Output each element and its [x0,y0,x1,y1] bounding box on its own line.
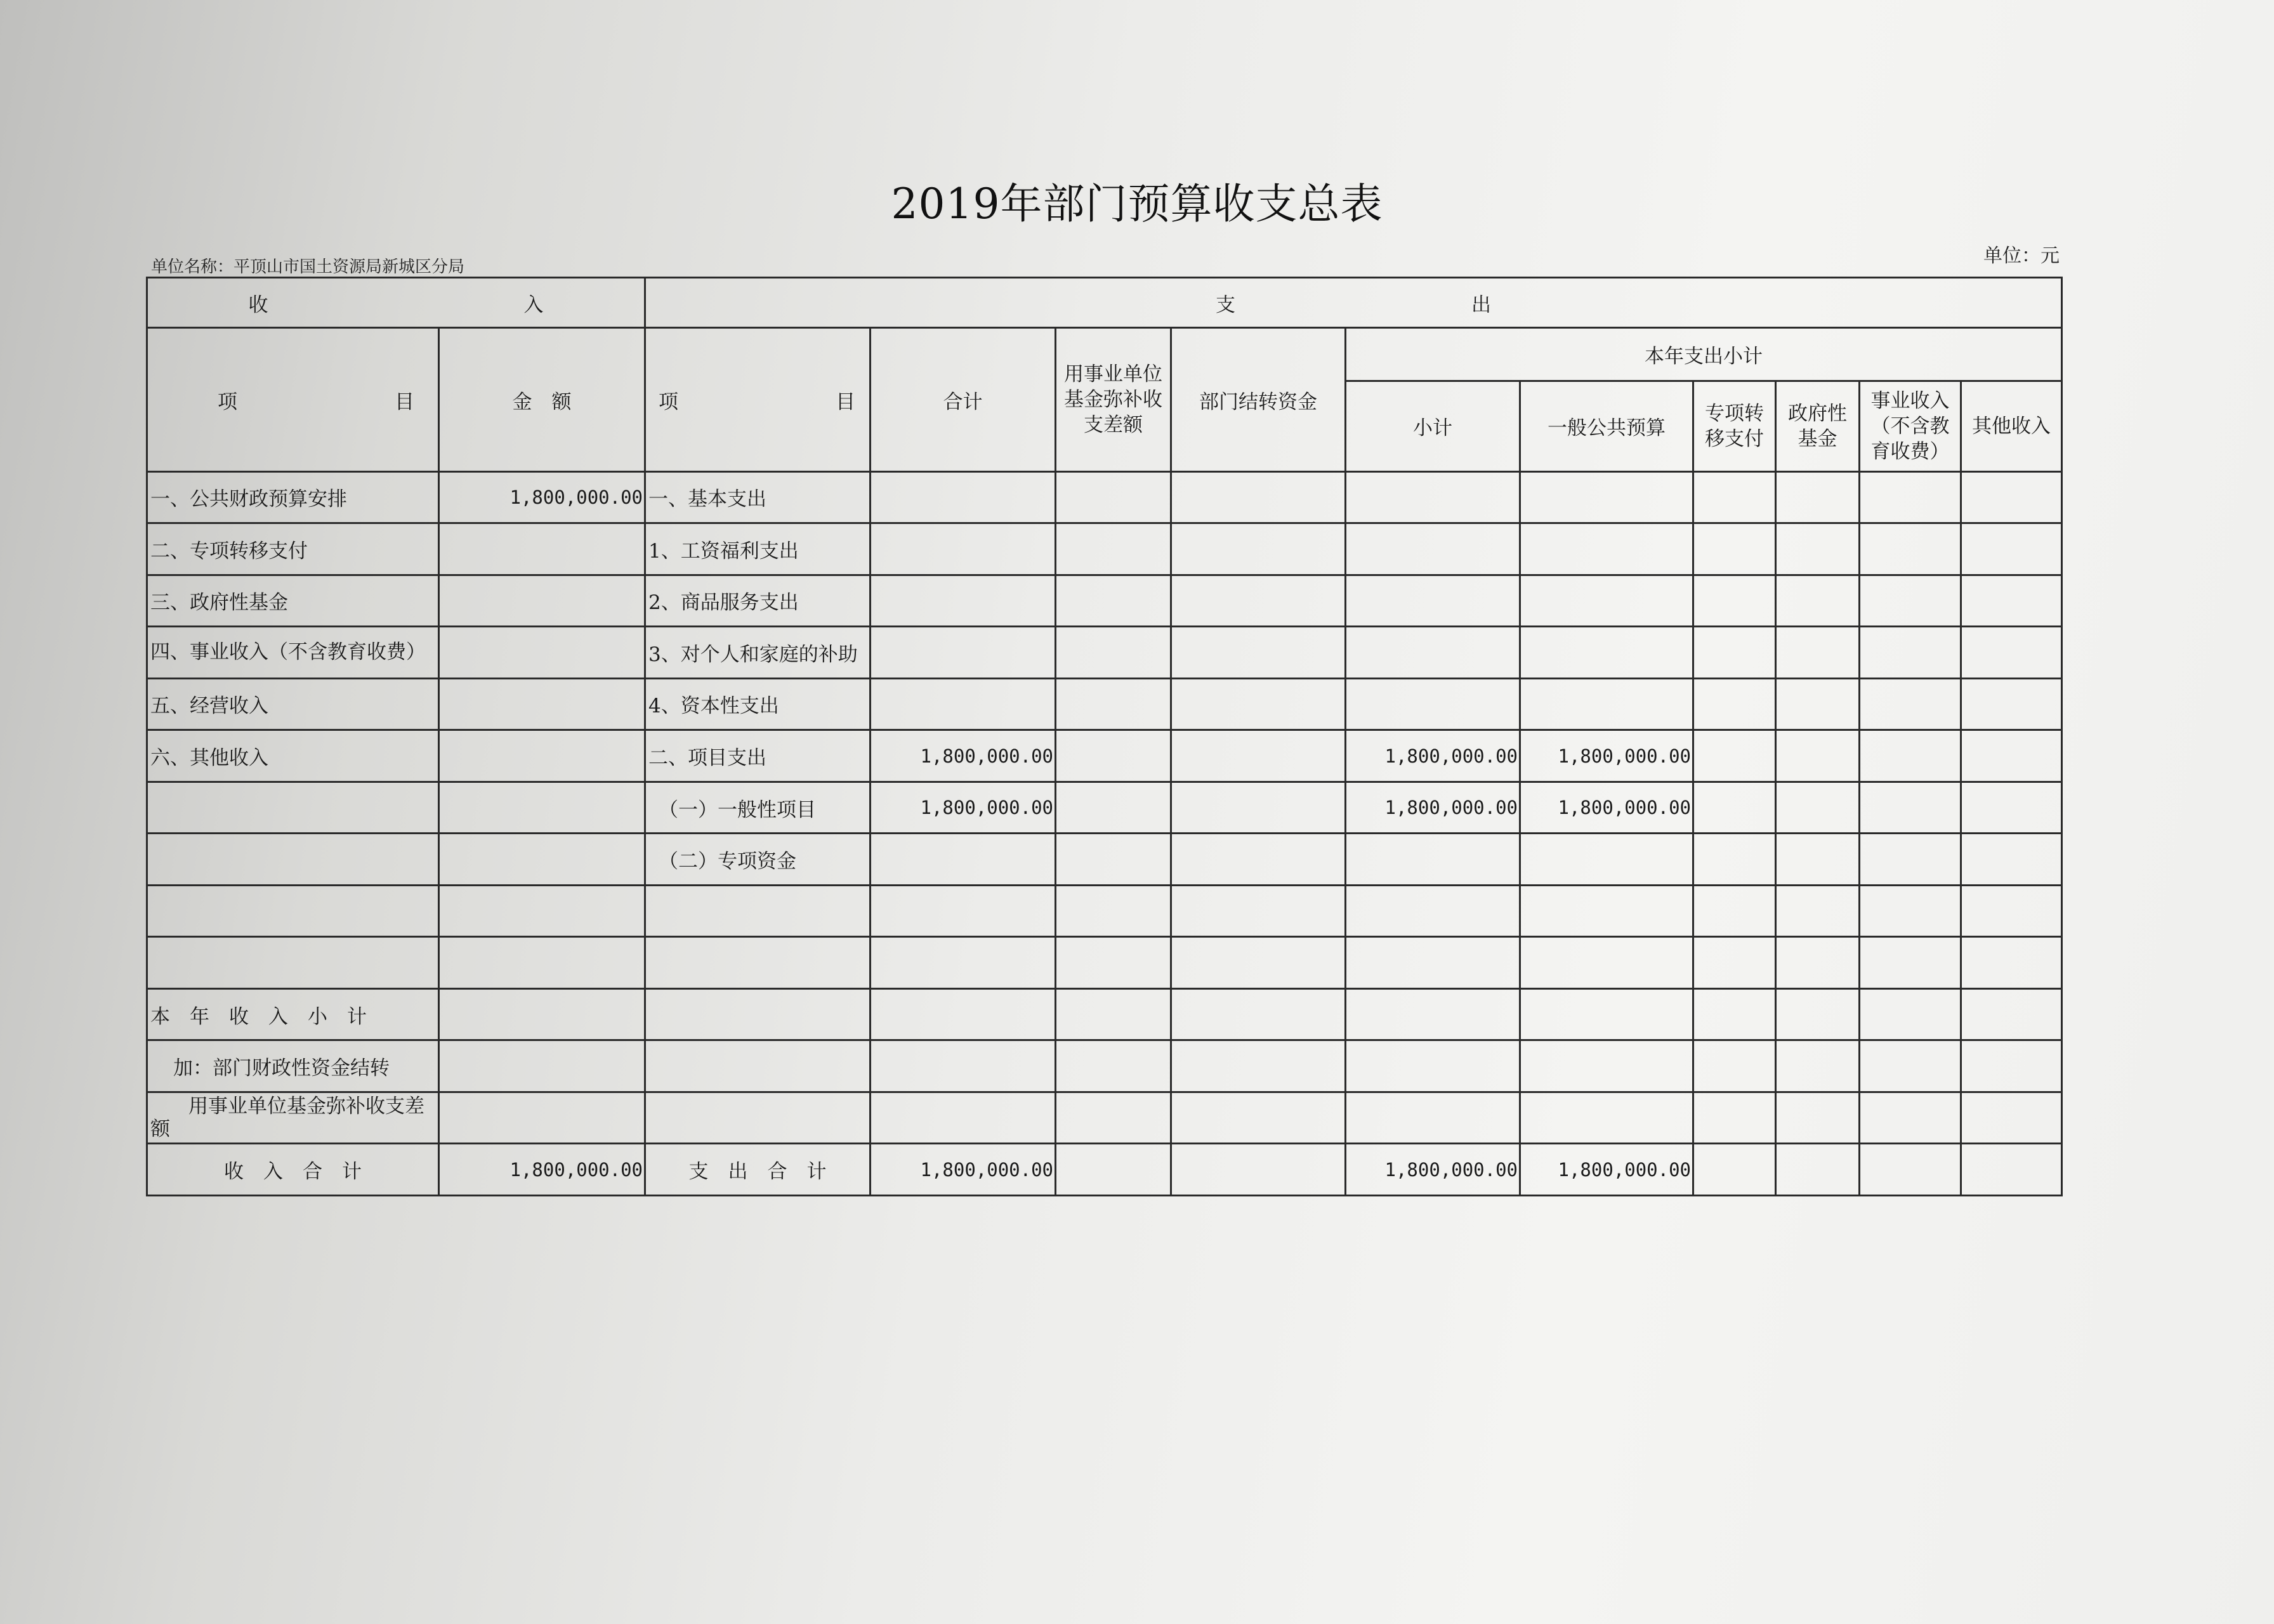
gov-fund-cell [1776,988,1860,1040]
special-transfer-cell [1693,1092,1776,1144]
income-item: 五、经营收入 [147,678,439,730]
expense-item: 2、商品服务支出 [645,575,871,627]
gov-fund-cell [1776,834,1860,886]
general-budget-cell [1520,575,1693,627]
business-income-cell [1860,937,1961,989]
fund-balance-cell [1056,627,1171,679]
subtotal-cell [1346,1092,1520,1144]
other-income-cell [1961,937,2062,989]
other-income-cell [1961,730,2062,782]
expense-total-amount: 1,800,000.00 [871,1144,1056,1196]
income-item: 本 年 收 入 小 计 [147,988,439,1040]
income-item: 三、政府性基金 [147,575,439,627]
header-fund-balance: 用事业单位基金弥补收支差额 [1056,328,1171,471]
general-budget-cell: 1,800,000.00 [1520,782,1693,834]
fund-balance-cell [1056,988,1171,1040]
gov-fund-cell [1776,1040,1860,1092]
header-expense: 支 出 [645,278,2062,328]
expense-total [871,1040,1056,1092]
expense-total [871,523,1056,575]
special-transfer-cell [1693,937,1776,989]
fund-balance-cell [1056,678,1171,730]
income-total-amount: 1,800,000.00 [439,1144,645,1196]
business-income-cell [1860,988,1961,1040]
carryover-cell [1171,730,1346,782]
income-amount [439,575,645,627]
income-item [147,782,439,834]
expense-item: 3、对个人和家庭的补助 [645,627,871,679]
gov-fund-cell [1776,937,1860,989]
expense-total [871,988,1056,1040]
income-item: 用事业单位基金弥补收支差额 [147,1092,439,1144]
fund-balance-cell [1056,575,1171,627]
carryover-cell [1171,834,1346,886]
income-amount [439,1040,645,1092]
general-budget-cell [1520,1040,1693,1092]
expense-item: 1、工资福利支出 [645,523,871,575]
other-income-cell [1961,523,2062,575]
income-amount [439,885,645,937]
subtotal-cell: 1,800,000.00 [1346,782,1520,834]
other-income-cell [1961,627,2062,679]
expense-total [871,885,1056,937]
other-income-cell [1961,1092,2062,1144]
expense-item: 二、项目支出 [645,730,871,782]
fund-balance-cell [1056,730,1171,782]
income-item: 一、公共财政预算安排 [147,471,439,523]
carryover-cell [1171,885,1346,937]
other-income-cell [1961,782,2062,834]
expense-item: 一、基本支出 [645,471,871,523]
header-year-subtotal: 本年支出小计 [1346,328,2062,381]
budget-table [146,277,2063,1196]
expense-item [645,988,871,1040]
business-income-cell [1860,1040,1961,1092]
special-transfer-cell [1693,627,1776,679]
income-item: 四、事业收入（不含教育收费） [147,627,439,679]
fund-balance-cell [1056,937,1171,989]
expense-total [871,575,1056,627]
table-row [147,575,2062,627]
expense-total [871,937,1056,989]
income-item: 六、其他收入 [147,730,439,782]
expense-total [871,678,1056,730]
table-row [147,730,2062,782]
expense-item: （一）一般性项目 [645,782,871,834]
carryover-cell [1171,471,1346,523]
special-transfer-cell [1693,471,1776,523]
special-transfer-cell [1693,730,1776,782]
table-row [147,1092,2062,1144]
other-income-cell [1961,885,2062,937]
unit-name: 单位名称：平顶山市国土资源局新城区分局 [151,258,465,277]
income-item [147,937,439,989]
other-income-cell [1961,988,2062,1040]
expense-item [645,1092,871,1144]
carryover-cell [1171,1092,1346,1144]
other-income-cell [1961,834,2062,886]
expense-total-label: 支 出 合 计 [645,1144,871,1196]
income-amount: 1,800,000.00 [439,471,645,523]
carryover-cell [1171,575,1346,627]
gov-fund-cell [1776,885,1860,937]
table-row [147,471,2062,523]
subtotal-cell [1346,575,1520,627]
header-expense-item: 项 目 [645,328,871,471]
carryover-cell [1171,988,1346,1040]
general-budget-cell [1520,937,1693,989]
income-amount [439,988,645,1040]
header-income: 收 入 [147,278,645,328]
business-income-cell [1860,730,1961,782]
carryover-cell [1171,678,1346,730]
other-income-cell [1961,1040,2062,1092]
fund-balance-cell [1056,523,1171,575]
business-income-cell [1860,885,1961,937]
table-row [147,678,2062,730]
special-transfer-cell [1693,1144,1776,1196]
fund-balance-cell [1056,471,1171,523]
general-budget-cell [1520,1092,1693,1144]
subtotal-cell [1346,988,1520,1040]
header-general-budget: 一般公共预算 [1520,381,1693,472]
expense-total: 1,800,000.00 [871,782,1056,834]
expense-item [645,1040,871,1092]
gov-fund-cell [1776,627,1860,679]
subtotal-cell [1346,834,1520,886]
business-income-cell [1860,1092,1961,1144]
general-budget-cell: 1,800,000.00 [1520,730,1693,782]
gov-fund-cell [1776,678,1860,730]
expense-total [871,1092,1056,1144]
general-budget-cell [1520,885,1693,937]
subtotal-cell [1346,1040,1520,1092]
gov-fund-cell [1776,782,1860,834]
business-income-cell [1860,678,1961,730]
general-budget-cell [1520,678,1693,730]
income-amount [439,937,645,989]
business-income-cell [1860,523,1961,575]
expense-total [871,627,1056,679]
carryover-cell [1171,523,1346,575]
special-transfer-cell [1693,834,1776,886]
subtotal-cell: 1,800,000.00 [1346,730,1520,782]
other-income-cell [1961,471,2062,523]
general-budget-total: 1,800,000.00 [1520,1144,1693,1196]
expense-item: 4、资本性支出 [645,678,871,730]
gov-fund-cell [1776,730,1860,782]
other-income-cell [1961,678,2062,730]
gov-fund-cell [1776,1092,1860,1144]
expense-total [871,471,1056,523]
subtotal-cell [1346,471,1520,523]
table-row [147,627,2062,679]
business-income-cell [1860,471,1961,523]
income-item: 二、专项转移支付 [147,523,439,575]
fund-balance-cell [1056,1092,1171,1144]
currency-unit: 单位：元 [1983,245,2060,267]
gov-fund-cell [1776,1144,1860,1196]
table-row [147,1040,2062,1092]
fund-balance-cell [1056,1144,1171,1196]
special-transfer-cell [1693,782,1776,834]
special-transfer-cell [1693,988,1776,1040]
other-income-cell [1961,575,2062,627]
expense-item [645,937,871,989]
header-total: 合计 [871,328,1056,471]
subtotal-cell [1346,937,1520,989]
carryover-cell [1171,1144,1346,1196]
income-item [147,885,439,937]
expense-total [871,834,1056,886]
gov-fund-cell [1776,523,1860,575]
general-budget-cell [1520,471,1693,523]
business-income-cell [1860,627,1961,679]
header-carryover: 部门结转资金 [1171,328,1346,471]
business-income-cell [1860,834,1961,886]
special-transfer-cell [1693,885,1776,937]
table-row [147,523,2062,575]
income-amount [439,523,645,575]
totals-row [147,1144,2062,1196]
income-amount [439,730,645,782]
fund-balance-cell [1056,1040,1171,1092]
header-income-item: 项 目 [147,328,439,471]
expense-total: 1,800,000.00 [871,730,1056,782]
table-row [147,834,2062,886]
expense-item: （二）专项资金 [645,834,871,886]
income-amount [439,1092,645,1144]
gov-fund-cell [1776,471,1860,523]
header-gov-fund: 政府性基金 [1776,381,1860,472]
general-budget-cell [1520,523,1693,575]
general-budget-cell [1520,834,1693,886]
income-amount [439,627,645,679]
carryover-cell [1171,627,1346,679]
income-item: 加：部门财政性资金结转 [147,1040,439,1092]
income-amount [439,834,645,886]
special-transfer-cell [1693,678,1776,730]
header-business-income: 事业收入（不含教育收费） [1860,381,1961,472]
income-total-label: 收 入 合 计 [147,1144,439,1196]
special-transfer-cell [1693,1040,1776,1092]
business-income-cell [1860,575,1961,627]
business-income-cell [1860,1144,1961,1196]
subtotal-cell [1346,627,1520,679]
income-amount [439,782,645,834]
general-budget-cell [1520,988,1693,1040]
fund-balance-cell [1056,885,1171,937]
special-transfer-cell [1693,575,1776,627]
general-budget-cell [1520,627,1693,679]
subtotal-total: 1,800,000.00 [1346,1144,1520,1196]
expense-item [645,885,871,937]
page-title: 2019年部门预算收支总表 [891,180,1383,228]
other-income-cell [1961,1144,2062,1196]
fund-balance-cell [1056,782,1171,834]
table-row [147,885,2062,937]
table-row [147,988,2062,1040]
business-income-cell [1860,782,1961,834]
table-row [147,937,2062,989]
special-transfer-cell [1693,523,1776,575]
income-amount [439,678,645,730]
carryover-cell [1171,1040,1346,1092]
header-other-income: 其他收入 [1961,381,2062,472]
carryover-cell [1171,782,1346,834]
subtotal-cell [1346,523,1520,575]
carryover-cell [1171,937,1346,989]
table-row [147,782,2062,834]
header-special-transfer: 专项转移支付 [1693,381,1776,472]
income-item [147,834,439,886]
header-income-amount: 金 额 [439,328,645,471]
header-subtotal: 小计 [1346,381,1520,472]
gov-fund-cell [1776,575,1860,627]
fund-balance-cell [1056,834,1171,886]
subtotal-cell [1346,885,1520,937]
subtotal-cell [1346,678,1520,730]
